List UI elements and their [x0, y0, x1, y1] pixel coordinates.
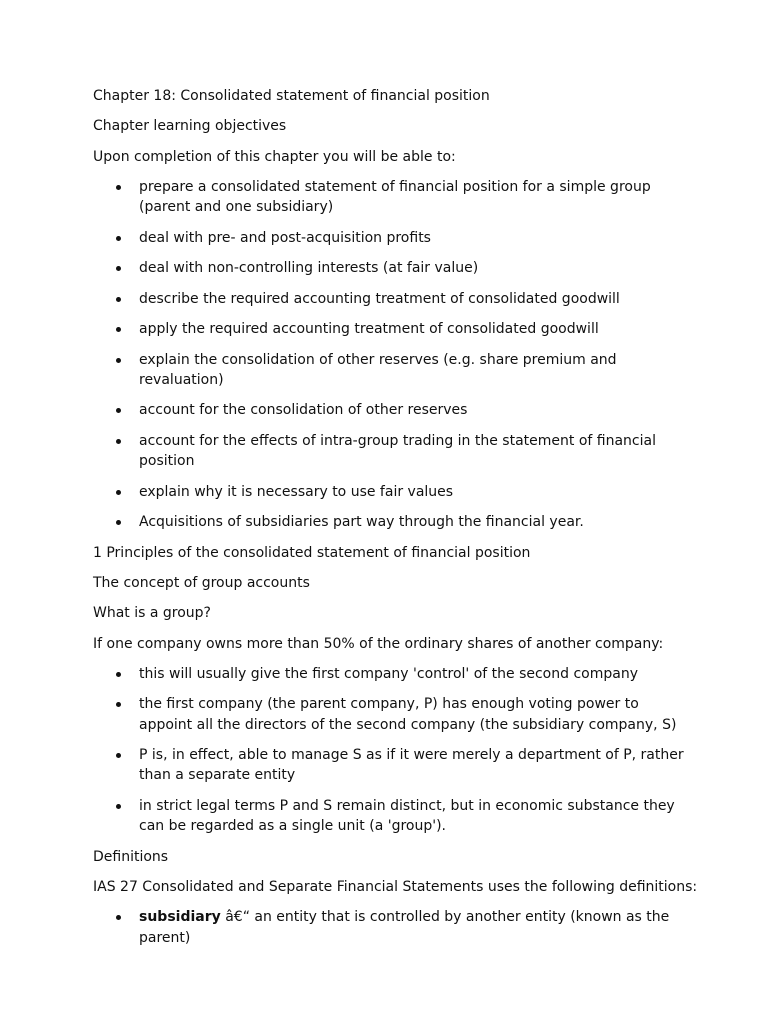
- bullet-icon: [116, 266, 121, 271]
- list-item: [93, 694, 685, 735]
- list-item-text: prepare a consolidated statement of financial position for a simple group (parent and one subsidiary): [139, 178, 651, 216]
- list-item: [93, 745, 685, 786]
- list-item: [93, 664, 685, 684]
- document-page: [93, 86, 698, 958]
- list-item: [93, 431, 685, 472]
- bullet-icon: [116, 520, 121, 525]
- list-item: [93, 177, 685, 218]
- bullet-icon: [116, 236, 121, 241]
- list-item-text: deal with non-controlling interests (at fair value): [139, 260, 479, 277]
- list-item-text: apply the required accounting treatment of consolidated goodwill: [139, 321, 599, 338]
- list-item: [93, 400, 685, 420]
- bullet-icon: [116, 327, 121, 332]
- bullet-icon: [116, 439, 121, 444]
- list-item: [93, 512, 685, 532]
- list-item-text: explain why it is necessary to use fair values: [139, 483, 454, 500]
- list-item-text: Acquisitions of subsidiaries part way through the financial year.: [139, 514, 584, 531]
- bullet-icon: [116, 297, 121, 302]
- bullet-icon: [116, 702, 121, 707]
- list-item: [93, 319, 685, 339]
- list-item-text: account for the effects of intra-group trading in the statement of financial position: [139, 432, 656, 470]
- bullet-icon: [116, 358, 121, 363]
- objectives-intro: Upon completion of this chapter you will be able to:: [93, 148, 456, 165]
- list-item: [93, 796, 685, 837]
- group-points-list: [93, 664, 685, 837]
- list-item-text: this will usually give the first company 'control' of the second company: [139, 665, 638, 682]
- list-item-text: account for the consolidation of other reserves: [139, 402, 468, 419]
- bullet-icon: [116, 408, 121, 413]
- list-item: [93, 228, 685, 248]
- definitions-heading: Definitions: [93, 848, 169, 865]
- definition-term: subsidiary: [139, 909, 221, 926]
- bullet-icon: [116, 753, 121, 758]
- list-item: [93, 350, 685, 391]
- list-item: [93, 258, 685, 278]
- bullet-icon: [116, 490, 121, 495]
- list-item-text: explain the consolidation of other reserves (e.g. share premium and revaluation): [139, 351, 617, 388]
- bullet-icon: [116, 804, 121, 809]
- list-item-text: deal with pre- and post-acquisition profits: [139, 229, 431, 246]
- group-intro: If one company owns more than 50% of the ordinary shares of another company:: [93, 635, 664, 652]
- concept-heading: The concept of group accounts: [93, 575, 310, 592]
- objectives-heading: Chapter learning objectives: [93, 118, 287, 135]
- bullet-icon: [116, 185, 121, 190]
- objectives-list: [93, 177, 685, 533]
- definition-text: â€“ an entity that is controlled by another entity (known as the parent): [139, 909, 670, 946]
- definition-item: [93, 907, 685, 948]
- chapter-title: Chapter 18: Consolidated statement of financial position: [93, 88, 490, 104]
- list-item-text: describe the required accounting treatment of consolidated goodwill: [139, 290, 620, 307]
- bullet-icon: [116, 672, 121, 677]
- list-item-text: P is, in effect, able to manage S as if it were merely a department of P, rather than a separate entity: [139, 747, 684, 784]
- question-heading: What is a group?: [93, 605, 211, 622]
- definitions-intro: IAS 27 Consolidated and Separate Financial Statements uses the following definitions:: [93, 879, 698, 896]
- section-heading: 1 Principles of the consolidated statement of financial position: [93, 544, 531, 561]
- list-item: [93, 289, 685, 309]
- list-item: [93, 482, 685, 502]
- definitions-list: [93, 907, 685, 948]
- list-item-text: in strict legal terms P and S remain distinct, but in economic substance they can be regarded as a single unit (a 'group').: [139, 797, 675, 835]
- bullet-icon: [116, 915, 121, 920]
- list-item-text: the first company (the parent company, P) has enough voting power to appoint all the directors of the second company (the subsidiary company, S): [139, 696, 677, 733]
